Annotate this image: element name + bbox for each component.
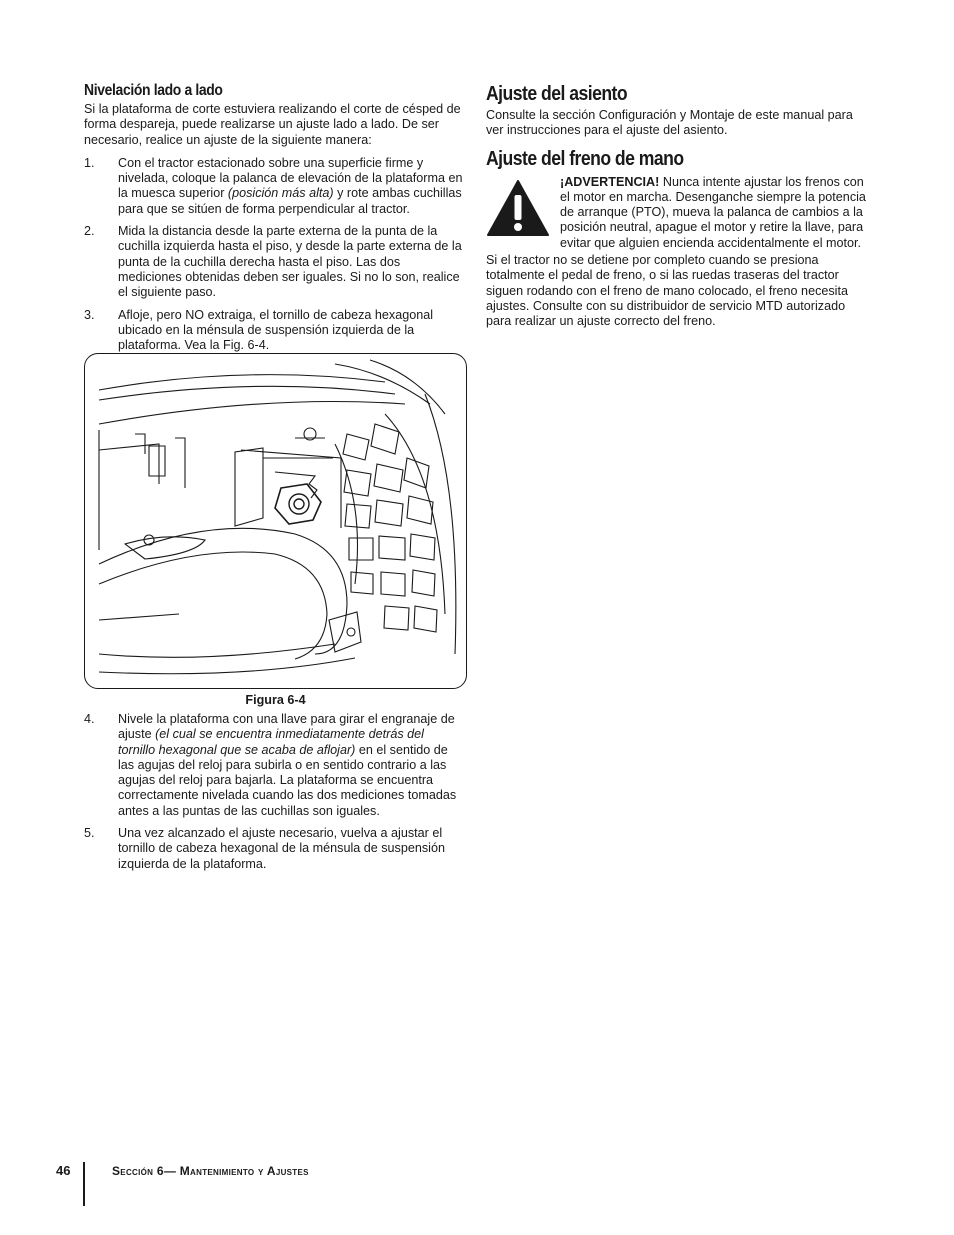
warning-text: ¡ADVERTENCIA! Nunca intente ajustar los frenos con el motor en marcha. Desenganche siempre la potencia de arranque (PTO), mueva la palanca de cambios a la posición neutral, apague el motor y retire la llave, para evitar que alguien encienda accidentalmente el motor. [560, 174, 866, 250]
warning-block [486, 175, 872, 251]
page-number: 46 [56, 1163, 71, 1178]
figure-caption: Figura 6-4 [245, 693, 306, 707]
right-column [486, 82, 872, 330]
section-heading-brake: Ajuste del freno de mano [486, 147, 684, 170]
section-heading-leveling: Nivelación lado a lado [84, 82, 223, 99]
footer-divider [83, 1162, 85, 1206]
section-heading-seat: Ajuste del asiento [486, 83, 628, 105]
leveling-intro: Si la plataforma de corte estuviera realizando el corte de césped de forma despareja, puede realizarse un ajuste lado a lado. De ser necesario, realice un ajuste de la siguiente manera: [84, 102, 461, 147]
deck-hanger-illustration [85, 354, 466, 688]
footer-section-title: Sección 6— Mantenimiento y Ajustes [112, 1164, 309, 1178]
list-item: 2. Mida la distancia desde la parte externa de la punta de la cuchilla izquierda hasta el piso, y desde la parte externa de la punta de la cuchilla derecha hasta el piso. Las dos mediciones obtenidas deben ser iguales. Si no lo son, realice el siguiente paso. [84, 224, 462, 300]
warning-label: ¡ADVERTENCIA! [560, 174, 660, 189]
seat-text: Consulte la sección Configuración y Montaje de este manual para ver instrucciones para el ajuste del asiento. [486, 108, 853, 138]
left-column [84, 82, 464, 360]
list-item: 5. Una vez alcanzado el ajuste necesario, vuelva a ajustar el tornillo de cabeza hexagonal de la ménsula de suspensión izquierda de la plataforma. [84, 826, 445, 871]
list-item: 1. Con el tractor estacionado sobre una superficie firme y nivelada, coloque la palanca de elevación de la plataforma en la muesca superior (posición más alta) y rote ambas cuchillas para que se sitúen de forma perpendicular al tractor. [84, 155, 463, 216]
warning-triangle-icon [486, 179, 550, 237]
list-item: 4. Nivele la plataforma con una llave para girar el engranaje de ajuste (el cual se encuentra inmediatamente detrás del tornillo hexagonal que se acaba de aflojar) en el sentido de las agujas del reloj para subirla o en sentido contrario a las agujas del reloj para bajarla. La plataforma se encuentra correctamente nivelada cuando las dos mediciones tomadas antes a las puntas de las cuchillas son iguales. [84, 712, 457, 818]
figure-6-4-illustration [84, 353, 467, 689]
brake-text: Si el tractor no se detiene por completo cuando se presiona totalmente el pedal de freno, o si las ruedas traseras del tractor siguen rodando con el freno de mano colocado, el freno necesita ajustes. Consulte con su distribuidor de servicio MTD autorizado para realizar un ajuste correcto del freno. [486, 253, 848, 329]
steps-list-continued [84, 712, 464, 879]
steps-list [84, 156, 464, 354]
list-item: 3. Afloje, pero NO extraiga, el tornillo de cabeza hexagonal ubicado en la ménsula de suspensión izquierda de la plataforma. Vea la Fig. 6-4. [84, 307, 434, 353]
